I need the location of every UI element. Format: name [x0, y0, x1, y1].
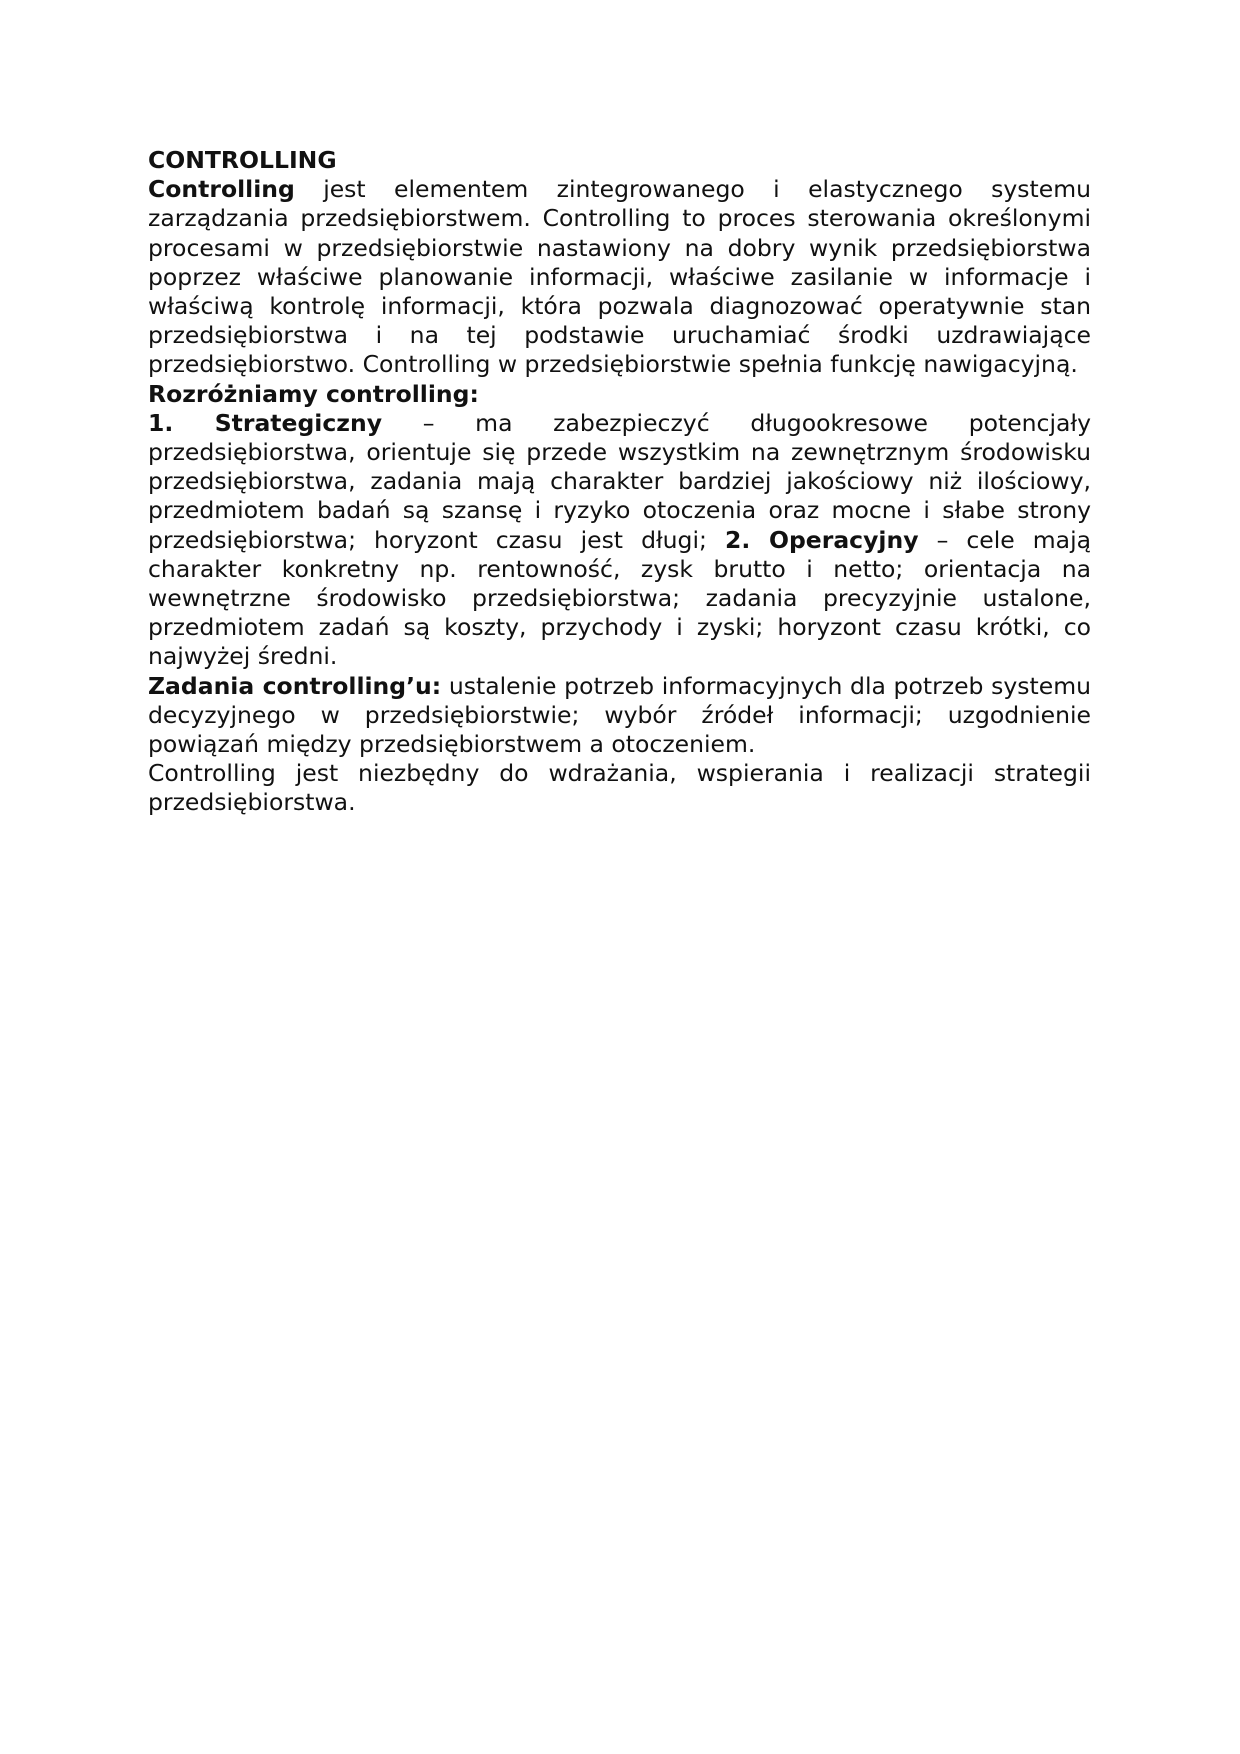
- type-operational-text: – cele mają charakter konkretny np. rentowność, zysk brutto i netto; orientacja na wewnętrzne środowisko przedsiębiorstwa; zadania precyzyjnie ustalone, przedmiotem zadań są koszty, przychody i zyski; horyzont czasu krótki, co najwyżej średni.: [148, 525, 1092, 671]
- type-strategic-text: – ma zabezpieczyć długookresowe potencjały przedsiębiorstwa, orientuje się przede wszystkim na zewnętrznym środowisku przedsiębiorstwa, zadania mają charakter bardziej jakościowy niż ilościowy, przedmiotem badań są szansę i ryzyko otoczenia oraz mocne i słabe strony przedsiębiorstwa; horyzont czasu jest długi;: [148, 408, 1091, 554]
- paragraph-definition: [148, 175, 1091, 379]
- type-operational-label: 2. Operacyjny: [724, 525, 919, 554]
- paragraph-definition-lead: Controlling: [148, 175, 295, 204]
- paragraph-conclusion: Controlling jest niezbędny do wdrażania, wspierania i realizacji strategii przedsiębiorstwa.: [148, 759, 1091, 817]
- document-body: [148, 146, 1091, 818]
- section-heading-types: Rozróżniamy controlling:: [148, 379, 479, 408]
- document-title: CONTROLLING: [148, 146, 337, 174]
- paragraph-definition-text: jest elementem zintegrowanego i elastycznego systemu zarządzania przedsiębiorstwem. Controlling to proces sterowania określonymi procesami w przedsiębiorstwie nastawiony na dobry wynik przedsiębiorstwa poprzez właściwe planowanie informacji, właściwe zasilanie w informacje i właściwą kontrolę informacji, która pozwala diagnozować operatywnie stan przedsiębiorstwa i na tej podstawie uruchamiać środki uzdrawiające przedsiębiorstwo. Controlling w przedsiębiorstwie spełnia funkcję nawigacyjną.: [148, 175, 1091, 379]
- paragraph-tasks: [148, 672, 1091, 760]
- paragraph-types: [148, 409, 1091, 672]
- paragraph-tasks-lead: Zadania controlling’u:: [148, 671, 442, 700]
- paragraph-tasks-text: ustalenie potrzeb informacyjnych dla potrzeb systemu decyzyjnego w przedsiębiorstwie; wybór źródeł informacji; uzgodnienie powiązań między przedsiębiorstwem a otoczeniem.: [148, 671, 1091, 759]
- type-strategic-label: 1. Strategiczny: [148, 408, 383, 437]
